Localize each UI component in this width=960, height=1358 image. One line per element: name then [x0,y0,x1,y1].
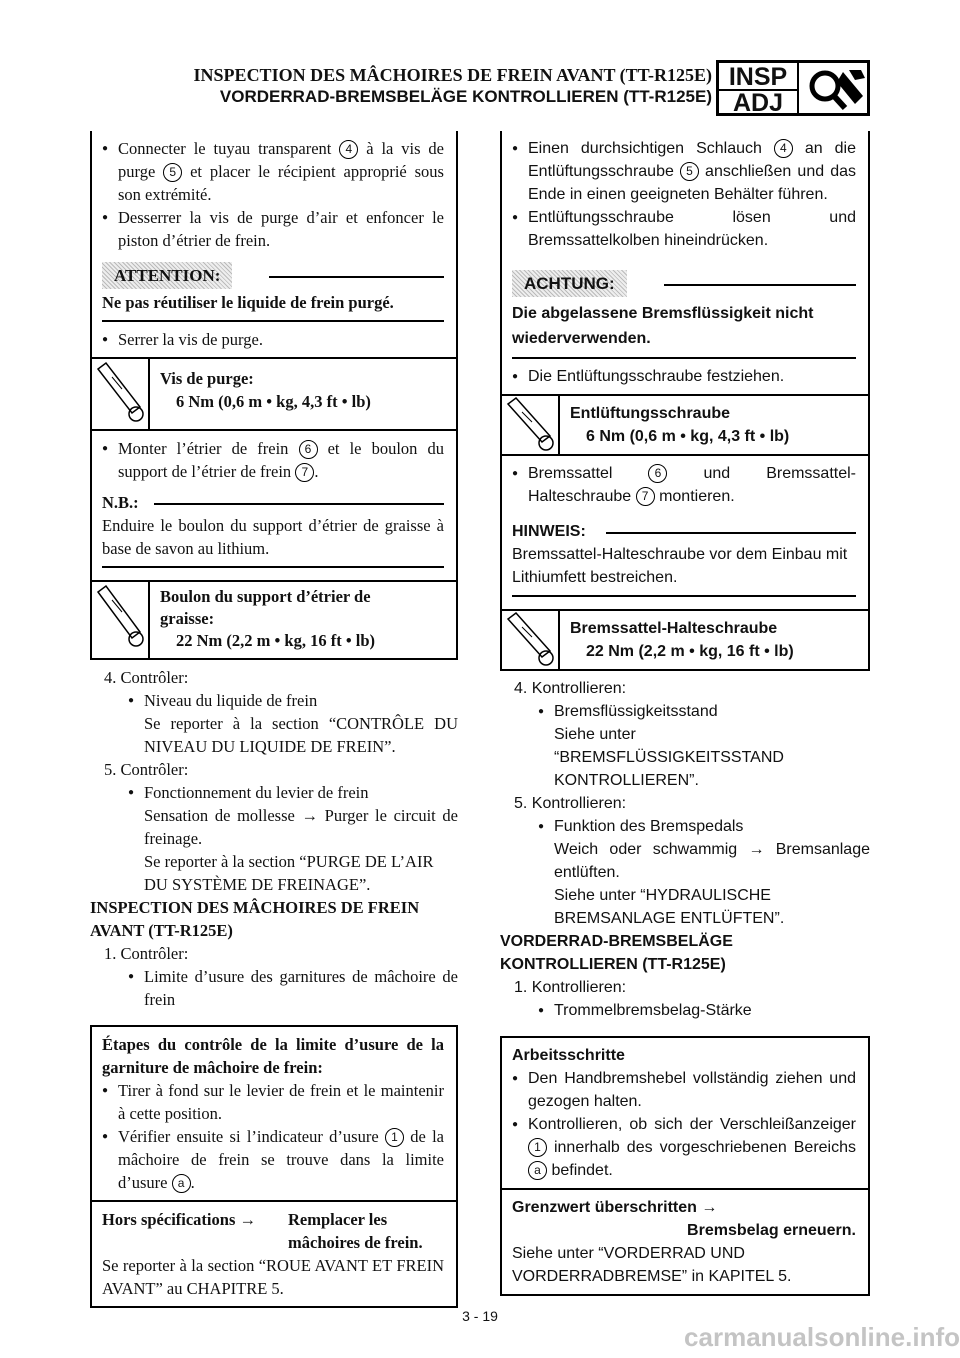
caution-label: ATTENTION: [102,262,232,289]
header-title-de: VORDERRAD-BREMSBELÄGE KONTROLLIEREN (TT-R125E) [219,87,712,106]
step-action: Weich oder schwammig → Bremsanlage entlüften. [554,841,870,881]
torque-wrench-icon [502,611,560,669]
step-heading: 4. Contrôler: [104,668,189,687]
step-heading: 1. Contrôler: [104,944,189,963]
torque-text: Vis de purge: 6 Nm (0,6 m • kg, 4,3 ft • lb) [160,369,371,411]
callout-1: 1 [528,1138,547,1157]
list-item: ● Trommelbremsbelag-Stärke [538,999,870,1022]
check-steps-box-de [500,1036,870,1296]
list-item: ● Bremsflüssigkeitsstand [538,700,870,723]
step-ref: Se reporter à la section “CONTRÔLE DU NIVEAU DU LIQUIDE DE FREIN”. [144,714,458,756]
torque-wrench-icon [92,582,150,658]
list-item: ● Fonctionnement du levier de frein [128,781,458,804]
badge-line-2: ADJ [732,89,783,117]
list-item: ● Kontrollieren, ob sich der Verschleißanzeiger 1 innerhalb des vorgeschriebenen Bereichs a befindet. [512,1113,856,1182]
list-item: ● Limite d’usure des garnitures de mâchoire de frein [128,965,458,1011]
step-ref: Se reporter à la section “PURGE DE L’AIR DU SYSTÈME DE FREINAGE”. [144,852,434,894]
step-heading: 4. Kontrollieren: [514,680,627,697]
inspection-steps-fr [90,666,458,1011]
install-section-fr [92,429,456,580]
callout-5: 5 [680,162,699,181]
spec-left: Hors spécifications → [102,1210,256,1229]
note-row-de [512,520,856,543]
callout-a: a [528,1161,547,1180]
caution-row-de [512,270,856,297]
callout-7: 7 [295,463,314,482]
step-heading: 5. Contrôler: [104,760,189,779]
list-item: ● Serrer la vis de purge. [102,328,444,351]
list-item: ● Die Entlüftungsschraube festziehen. [512,365,856,388]
list-item: ● Einen durchsichtigen Schlauch 4 an die Entlüftungsschraube 5 anschließen und das Ende in einen geeigneten Behälter führen. [512,137,856,206]
page-number: 3 - 19 [462,1308,498,1324]
spec-ref: Se reporter à la section “ROUE AVANT ET FREIN AVANT” au CHAPITRE 5. [102,1256,444,1298]
list-item: ● Connecter le tuyau transparent 4 à la vis de purge 5 et placer le récipient approprié sous son extrémité. [102,137,444,206]
callout-1: 1 [385,1128,404,1147]
steps-title: Arbeitsschritte [512,1047,625,1064]
list-item: ● Vérifier ensuite si l’indicateur d’usure 1 de la mâchoire de frein se trouve dans la limite d’usure a . [102,1125,444,1194]
header-title-fr: INSPECTION DES MÂCHOIRES DE FREIN AVANT (TT-R125E) [193,65,712,85]
torque-spec-2-de [502,609,868,669]
header-title [194,64,712,108]
list-item: ● Desserrer la vis de purge d’air et enfoncer le piston d’étrier de frein. [102,206,444,252]
callout-6: 6 [299,440,318,459]
torque-spec-2-fr [92,580,456,658]
spec-right: Bremsbelag erneuern. [687,1222,856,1239]
callout-5: 5 [163,163,182,182]
spec-right: Remplacer les mâchoires de frein. [288,1210,423,1252]
section-title: VORDERRAD-BREMSBELÄGE KONTROLLIEREN (TT-R125E) [500,933,733,973]
list-item: ● Bremssattel 6 und Bremssattel-Halteschraube 7 montieren. [512,462,856,508]
badge-text [719,63,799,115]
torque-text: Boulon du support d’étrier de graisse: 22 Nm (2,2 m • kg, 16 ft • lb) [160,587,375,650]
spec-section-fr [92,1200,456,1306]
caution-row-fr [102,262,444,289]
callout-4: 4 [339,140,358,159]
spec-ref: Siehe unter “VORDERRAD UND VORDERRADBREMSE” in KAPITEL 5. [512,1245,792,1285]
step-action: Sensation de mollesse → Purger le circuit de freinage. [144,806,458,848]
list-item: ● Den Handbremshebel vollständig ziehen und gezogen halten. [512,1067,856,1113]
callout-7: 7 [636,487,655,506]
caution-text: Ne pas réutiliser le liquide de frein purgé. [102,293,394,312]
procedure-steps-de [502,131,868,394]
spec-left: Grenzwert überschritten → [512,1199,718,1216]
procedure-box-de [500,131,870,671]
note-label: HINWEIS: [512,523,586,540]
procedure-steps-fr [92,131,456,357]
procedure-box-fr [90,131,458,660]
section-badge [716,60,870,116]
list-item: ● Monter l’étrier de frein 6 et le boulon du support de l’étrier de frein 7 . [102,437,444,483]
step-heading: 5. Kontrollieren: [514,795,627,812]
check-steps-fr [92,1027,456,1200]
torque-wrench-icon [502,396,560,454]
note-text: Bremssattel-Halteschraube vor dem Einbau mit Lithiumfett bestreichen. [512,546,848,586]
torque-text: Entlüftungsschraube 6 Nm (0,6 m • kg, 4,3 ft • lb) [570,405,790,445]
list-item: ● Tirer à fond sur le levier de frein et le maintenir à cette position. [102,1079,444,1125]
step-ref: Siehe unter “BREMSFLÜSSIGKEITSSTAND KONTROLLIEREN”. [554,726,784,789]
torque-spec-1-de [502,394,868,454]
torque-text: Bremssattel-Halteschraube 22 Nm (2,2 m • kg, 16 ft • lb) [570,620,794,660]
note-text: Enduire le boulon du support d’étrier de graisse à base de savon au lithium. [102,516,444,558]
spec-section-de [502,1188,868,1294]
torque-wrench-icon [92,359,150,429]
callout-6: 6 [648,464,667,483]
page-header [0,60,960,120]
callout-a: a [172,1174,191,1193]
check-steps-box-fr [90,1025,458,1308]
caution-label: ACHTUNG: [512,270,627,297]
step-ref: Siehe unter “HYDRAULISCHE BREMSANLAGE ENTLÜFTEN”. [554,887,785,927]
inspection-steps-de [500,677,870,1022]
caution-text: Die abgelassene Bremsflüssigkeit nicht wiederverwenden. [512,305,814,347]
torque-spec-1-fr [92,357,456,429]
badge-line-1: INSP [719,65,797,91]
list-item: ● Entlüftungsschraube lösen und Bremssattelkolben hineindrücken. [512,206,856,252]
spec-row [102,1208,444,1254]
watermark: carmanualsonline.info [684,1322,960,1352]
section-title: INSPECTION DES MÂCHOIRES DE FREIN AVANT (TT-R125E) [90,898,420,940]
check-steps-de [502,1038,868,1188]
note-row-fr [102,491,444,514]
wrench-inspect-icon [803,66,867,112]
column-de [500,131,870,1296]
list-item: ● Niveau du liquide de frein [128,689,458,712]
note-label: N.B.: [102,493,139,512]
column-fr [90,131,458,1308]
steps-title: Étapes du contrôle de la limite d’usure de la garniture de mâchoire de frein: [102,1035,444,1077]
step-heading: 1. Kontrollieren: [514,979,627,996]
install-section-de [502,454,868,609]
callout-4: 4 [774,139,793,158]
list-item: ● Funktion des Bremspedals [538,815,870,838]
